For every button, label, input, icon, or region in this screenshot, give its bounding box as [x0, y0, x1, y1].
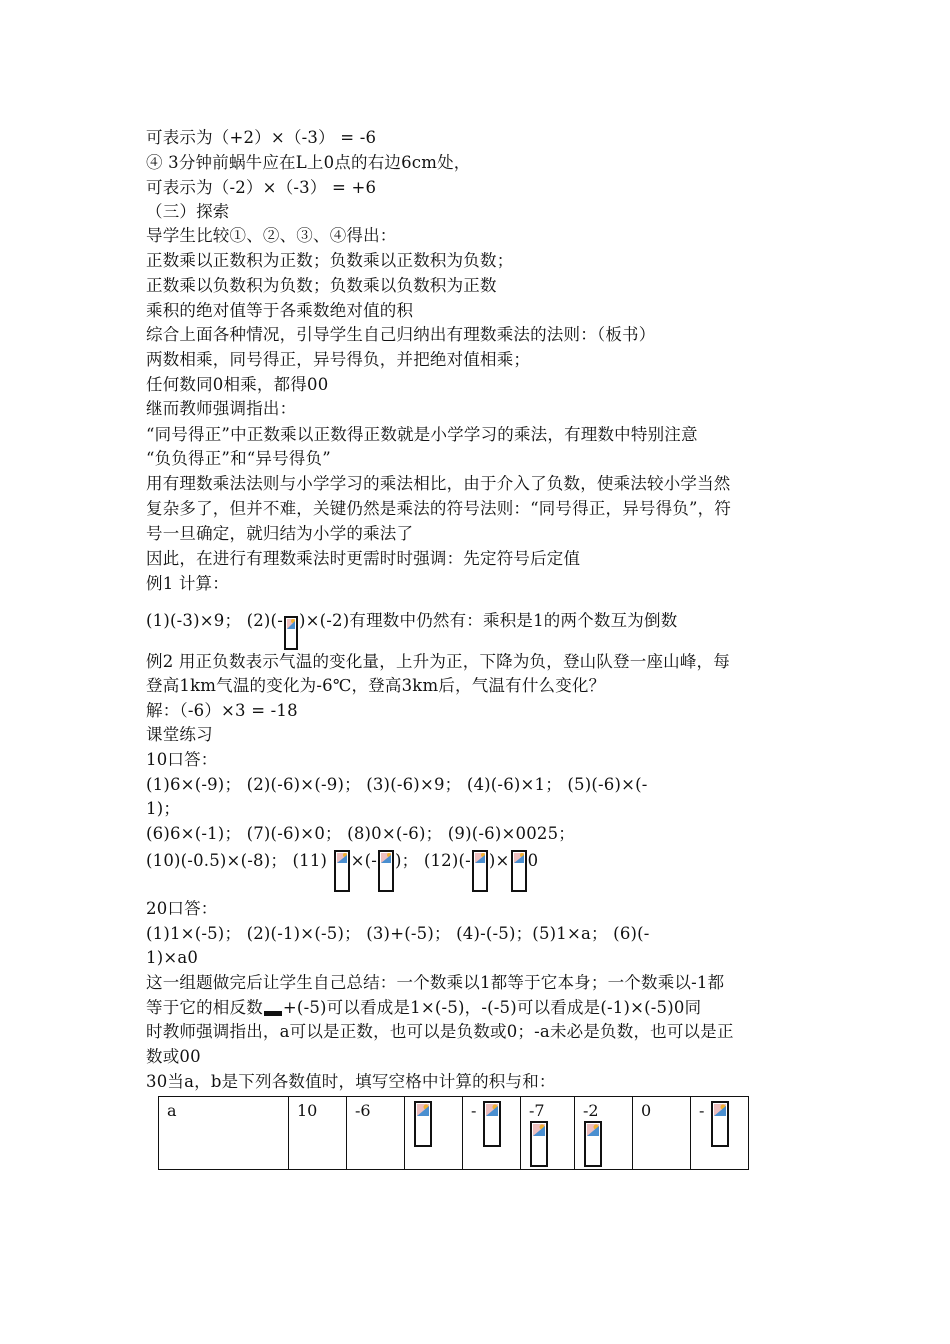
text-line: 乘积的绝对值等于各乘数绝对值的积 [146, 301, 414, 320]
broken-image-icon [284, 616, 298, 650]
text-segment: )×(-2)有理数中仍然有：乘积是1的两个数互为倒数 [298, 611, 678, 630]
table-cell[interactable] [521, 1097, 575, 1170]
text-segment: )× [488, 851, 510, 870]
text-line: 可表示为（+2）×（-3） = -6 [146, 128, 377, 147]
text-line: 正数乘以正数积为正数；负数乘以正数积为负数； [146, 251, 514, 270]
text-segment: )； (12)(- [395, 851, 471, 870]
broken-image-icon [472, 850, 488, 892]
text-line: 因此，在进行有理数乘法时更需时时强调：先定符号后定值 [146, 549, 581, 568]
text-line: 可表示为（-2）×（-3） = +6 [146, 178, 377, 197]
table-cell[interactable] [633, 1097, 691, 1170]
cell-text: 0 [641, 1101, 652, 1120]
broken-image-icon [530, 1121, 548, 1167]
broken-image-icon [711, 1101, 729, 1147]
table-cell[interactable] [289, 1097, 347, 1170]
example-heading: 例2 用正负数表示气温的变化量，上升为正，下降为负，登山队登一座山峰，每 [146, 652, 730, 671]
text-line: ④ 3分钟前蜗牛应在L上0点的右边6cm处， [146, 153, 471, 172]
table-row [159, 1097, 749, 1170]
text-line: 用有理数乘法法则与小学学习的乘法相比，由于介入了负数，使乘法较小学当然 [146, 474, 731, 493]
table-cell[interactable] [575, 1097, 633, 1170]
text-line: 登高1km气温的变化为-6℃，登高3km后，气温有什么变化？ [146, 676, 606, 695]
example1-line [146, 610, 677, 650]
cell-text: 10 [297, 1101, 318, 1120]
cell-text: -6 [355, 1101, 371, 1120]
text-line: 导学生比较①、②、③、④得出： [146, 226, 397, 245]
text-line: 继而教师强调指出： [146, 399, 297, 418]
text-line: 1)； [146, 799, 181, 818]
text-segment: (1)(-3)×9； (2)(- [146, 611, 283, 630]
text-line: 号一旦确定，就归结为小学的乘法了 [146, 524, 414, 543]
text-line [146, 997, 701, 1019]
text-line: “负负得正”和“异号得负” [146, 449, 331, 468]
broken-image-icon [511, 850, 527, 892]
cell-text: -7 [529, 1101, 545, 1120]
broken-image-icon [378, 850, 394, 892]
text-segment: +(-5)可以看成是1×(-5)，-(-5)可以看成是(-1)×(-5)0同 [282, 998, 702, 1017]
broken-image-icon [334, 850, 350, 892]
text-segment: ×(- [350, 851, 378, 870]
values-table [158, 1096, 749, 1170]
text-line: “同号得正”中正数乘以正数得正数就是小学学习的乘法，有理数中特别注意 [146, 425, 698, 444]
text-line: 1)×a0 [146, 948, 199, 967]
image-fragment [264, 1011, 282, 1016]
section-heading: 20口答： [146, 899, 218, 918]
broken-image-icon [414, 1101, 432, 1147]
broken-image-icon [584, 1121, 602, 1167]
text-line: 任何数同0相乘，都得00 [146, 375, 329, 394]
text-line: 复杂多了，但并不难，关键仍然是乘法的符号法则：“同号得正，异号得负”，符 [146, 499, 732, 518]
text-line: 解：（-6）×3 = -18 [146, 701, 298, 720]
text-line: 两数相乘，同号得正，异号得负，并把绝对值相乘； [146, 350, 531, 369]
section-heading: 课堂练习 [146, 725, 213, 744]
table-cell[interactable] [347, 1097, 405, 1170]
table-cell[interactable] [159, 1097, 289, 1170]
broken-image-icon [483, 1101, 501, 1147]
table-cell[interactable] [463, 1097, 521, 1170]
cell-text: - [471, 1101, 477, 1120]
text-line: 这一组题做完后让学生自己总结：一个数乘以1都等于它本身；一个数乘以-1都 [146, 973, 725, 992]
cell-text: a [167, 1101, 177, 1120]
example-heading: 例1 计算： [146, 574, 229, 593]
text-line: 30当a，b是下列各数值时，填写空格中计算的积与和： [146, 1072, 556, 1091]
text-line: 10口答： [146, 750, 218, 769]
text-line: (1)1×(-5)； (2)(-1)×(-5)； (3)+(-5)； (4)-(-5)；(5)1×a； (6)(- [146, 924, 650, 943]
text-line: 综合上面各种情况，引导学生自己归纳出有理数乘法的法则：（板书） [146, 325, 656, 344]
cell-text: -2 [583, 1101, 599, 1120]
section-heading: （三）探索 [146, 202, 230, 221]
cell-text: - [699, 1101, 705, 1120]
text-line: (6)6×(-1)； (7)(-6)×0； (8)0×(-6)； (9)(-6)×0025； [146, 824, 575, 843]
text-line: 数或00 [146, 1047, 201, 1066]
text-line: 时教师强调指出，a可以是正数，也可以是负数或0；-a未必是负数，也可以是正 [146, 1022, 734, 1041]
text-line: (1)6×(-9)； (2)(-6)×(-9)； (3)(-6)×9； (4)(-6)×1； (5)(-6)×(- [146, 775, 648, 794]
text-segment: 0 [527, 851, 539, 870]
text-line: 正数乘以负数积为负数；负数乘以负数积为正数 [146, 276, 497, 295]
table-cell[interactable] [405, 1097, 463, 1170]
table-cell[interactable] [691, 1097, 749, 1170]
text-segment: 等于它的相反数 [146, 998, 263, 1017]
exercise-line [146, 850, 538, 892]
text-segment: (10)(-0.5)×(-8)； (11) [146, 851, 333, 870]
